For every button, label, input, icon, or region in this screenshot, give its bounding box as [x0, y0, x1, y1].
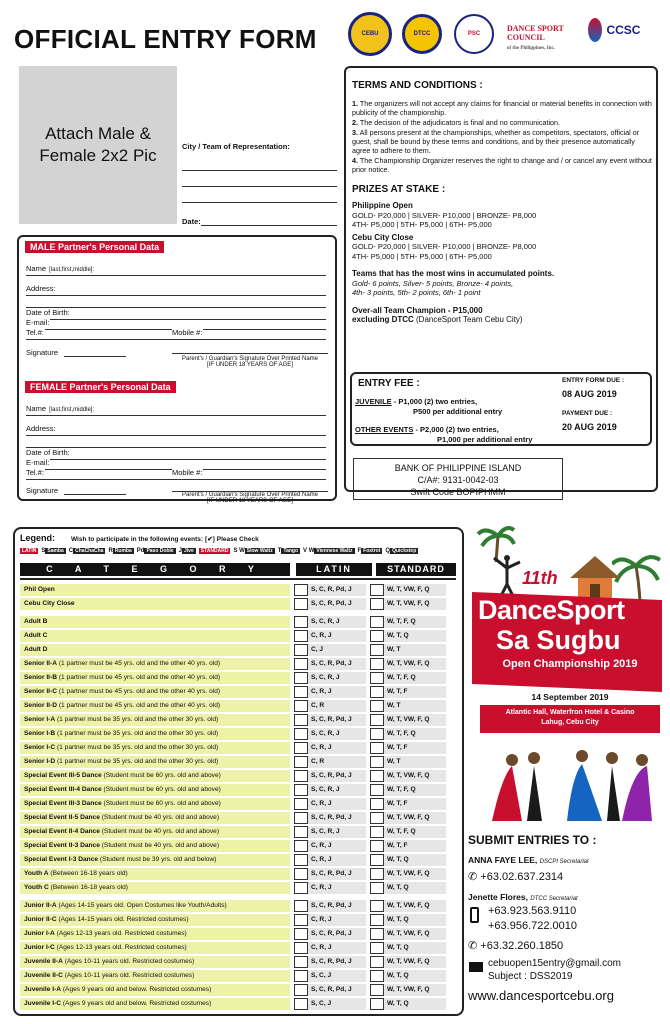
latin-checkbox[interactable] — [294, 798, 308, 810]
latin-dances: S, C, R, J — [308, 784, 366, 796]
legend-item: V W Viennese Waltz — [303, 548, 353, 554]
mobile-icon — [470, 907, 479, 923]
bank-box — [353, 458, 563, 500]
latin-dances: C, R, J — [308, 686, 366, 698]
latin-dances: S, C, J — [308, 970, 366, 982]
latin-dances: C, R, J — [308, 882, 366, 894]
male-tel-label[interactable]: Tel.#: — [26, 328, 44, 337]
standard-dances: W, T, Q — [384, 914, 446, 926]
female-form — [22, 398, 334, 504]
city-team-line-3[interactable] — [182, 187, 337, 203]
payment-due-date: 20 AUG 2019 — [562, 422, 617, 432]
standard-checkbox[interactable] — [370, 742, 384, 754]
standard-dances: W, T, VW, F, Q — [384, 900, 446, 912]
legend-item: Pd Paso Doble — [136, 548, 174, 554]
table-row — [20, 854, 446, 866]
cebu-city-seal-logo: CEBU — [348, 12, 392, 56]
city-team-line-2[interactable] — [182, 171, 337, 187]
dancesport-team-logo: DTCC — [402, 14, 442, 54]
legend-item: J Jive — [178, 548, 194, 554]
female-parent-note: [IF UNDER 18 YEARS OF AGE] — [207, 498, 293, 504]
latin-dances: C, R, J — [308, 854, 366, 866]
header-divider — [20, 578, 456, 580]
standard-checkbox[interactable] — [370, 672, 384, 684]
latin-dances: C, R, J — [308, 942, 366, 954]
standard-dances: W, T, Q — [384, 854, 446, 866]
category-name: Senior II-C (1 partner must be 45 yrs. old and the other 40 yrs. old) — [20, 686, 290, 698]
table-row — [20, 658, 446, 670]
legend-chips — [20, 548, 460, 554]
standard-dances: W, T, VW, F, Q — [384, 714, 446, 726]
city-team-block — [182, 142, 337, 226]
prize-close-title: Cebu City Close — [352, 232, 414, 242]
standard-checkbox[interactable] — [370, 928, 384, 940]
legend-item: R Rumba — [108, 548, 132, 554]
legend-item: STANDARD — [200, 548, 229, 554]
latin-header: LATIN — [296, 563, 372, 576]
champ-line1: Over-all Team Champion - P15,000 — [352, 305, 483, 315]
bank-name: BANK OF PHILIPPINE ISLAND — [394, 463, 522, 473]
fee-other: OTHER EVENTS - P2,000 (2) two entries, P1,000 per additional entry — [355, 425, 533, 444]
latin-checkbox[interactable] — [294, 700, 308, 712]
standard-dances: W, T, VW, F, Q — [384, 770, 446, 782]
latin-dances: S, C, R, Pd, J — [308, 812, 366, 824]
form-due-date: 08 AUG 2019 — [562, 389, 617, 399]
standard-dances: W, T, F — [384, 798, 446, 810]
standard-checkbox[interactable] — [370, 686, 384, 698]
latin-dances: S, C, R, Pd, J — [308, 584, 366, 596]
category-name: Special Event II-5 Dance (Student must be 40 yrs. old and above) — [20, 812, 290, 824]
email-address[interactable]: cebuopen15entry@gmail.com — [488, 958, 622, 969]
latin-checkbox[interactable] — [294, 630, 308, 642]
standard-checkbox[interactable] — [370, 728, 384, 740]
standard-checkbox[interactable] — [370, 970, 384, 982]
terms-item: 3. All persons present at the championships, whether as competitors, spectators, official or guest, shall be bound by these terms and conditions, and by their presence automatically agree to adhere to them. — [352, 128, 640, 155]
form-due-label: ENTRY FORM DUE : — [562, 377, 625, 384]
latin-checkbox[interactable] — [294, 868, 308, 880]
standard-dances: W, T, F — [384, 840, 446, 852]
category-name: Cebu City Close — [20, 598, 290, 610]
category-name: Special Event II-3 Dance (Student must be 40 yrs. old and above) — [20, 840, 290, 852]
hut-icon — [570, 556, 620, 600]
category-name: Junior I-A (Ages 12-13 years old. Restricted costumes) — [20, 928, 290, 940]
latin-checkbox[interactable] — [294, 882, 308, 894]
mobile-2[interactable]: +63.956.722.0010 — [488, 920, 578, 932]
standard-dances: W, T, Q — [384, 942, 446, 954]
event-venue-1: Atlantic Hall, Waterfron Hotel & Casino — [505, 709, 635, 716]
category-name: Special Event III-4 Dance (Student must be 60 yrs. old and above) — [20, 784, 290, 796]
category-name: Juvenile I-A (Ages 9 years old and below. Restricted costumes) — [20, 984, 290, 996]
legend-item: F Foxtrot — [357, 548, 381, 554]
table-row — [20, 584, 446, 596]
table-row — [20, 598, 446, 610]
table-row — [20, 644, 446, 656]
ccsc-logo: CCSC — [588, 18, 660, 48]
legend-item: C ChaChaCha — [68, 548, 104, 554]
category-name: Junior II-A (Ages 14-15 years old. Open Costumes like Youth/Adults) — [20, 900, 290, 912]
latin-dances: S, C, R, Pd, J — [308, 900, 366, 912]
email-icon — [469, 962, 483, 972]
date-label: Date: — [182, 217, 201, 226]
category-name: Special Event III-3 Dance (Student must be 60 yrs. old and above) — [20, 798, 290, 810]
standard-dances: W, T, VW, F, Q — [384, 598, 446, 610]
terms-title: TERMS AND CONDITIONS : — [352, 80, 483, 91]
category-header: C A T E G O R Y — [20, 563, 290, 576]
event-edition: 11th — [522, 568, 558, 588]
standard-checkbox[interactable] — [370, 882, 384, 894]
table-row — [20, 984, 446, 996]
latin-dances: S, C, R, J — [308, 616, 366, 628]
standard-dances: W, T, F, Q — [384, 826, 446, 838]
latin-dances: S, C, R, Pd, J — [308, 868, 366, 880]
male-address-label[interactable]: Address: — [26, 284, 56, 293]
table-row — [20, 812, 446, 824]
female-name-label[interactable]: Name [last,first,middle]: — [26, 404, 95, 413]
latin-checkbox[interactable] — [294, 584, 308, 596]
latin-dances: C, R — [308, 756, 366, 768]
latin-checkbox[interactable] — [294, 998, 308, 1010]
bank-swift: Swift Code BOPIPHMM — [410, 487, 506, 497]
latin-dances: C, R, J — [308, 630, 366, 642]
table-row — [20, 728, 446, 740]
female-dob-label[interactable]: Date of Birth: — [26, 448, 70, 457]
standard-checkbox[interactable] — [370, 770, 384, 782]
table-row — [20, 998, 446, 1010]
submit-title: SUBMIT ENTRIES TO : — [468, 833, 597, 847]
latin-dances: C, R, J — [308, 742, 366, 754]
standard-dances: W, T, F, Q — [384, 672, 446, 684]
latin-checkbox[interactable] — [294, 826, 308, 838]
fee-juvenile: JUVENILE - P1,000 (2) two entries, P500 per additional entry — [355, 397, 503, 416]
dancers-image — [472, 736, 662, 826]
standard-dances: W, T — [384, 756, 446, 768]
table-row — [20, 686, 446, 698]
latin-dances: S, C, R, Pd, J — [308, 658, 366, 670]
fee-title: ENTRY FEE : — [358, 378, 420, 389]
latin-checkbox[interactable] — [294, 770, 308, 782]
standard-checkbox[interactable] — [370, 658, 384, 670]
category-name: Senior I-A (1 partner must be 35 yrs. old and the other 30 yrs. old) — [20, 714, 290, 726]
legend-item: T Tango — [277, 548, 299, 554]
table-row — [20, 840, 446, 852]
latin-checkbox[interactable] — [294, 812, 308, 824]
standard-checkbox[interactable] — [370, 854, 384, 866]
female-section-title: FEMALE Partner's Personal Data — [25, 381, 176, 393]
table-row — [20, 784, 446, 796]
event-title-2: Sa Sugbu — [496, 625, 621, 655]
standard-checkbox[interactable] — [370, 868, 384, 880]
legend-label: Legend: — [20, 533, 55, 543]
dscpi-logo: DANCE SPORT COUNCIL of the Philippines, Inc. — [507, 24, 564, 51]
latin-checkbox[interactable] — [294, 686, 308, 698]
category-name: Junior I-C (Ages 12-13 years old. Restricted costumes) — [20, 942, 290, 954]
table-row — [20, 742, 446, 754]
male-name-label[interactable]: Name [last,first,middle]: — [26, 264, 95, 273]
standard-checkbox[interactable] — [370, 812, 384, 824]
latin-checkbox[interactable] — [294, 784, 308, 796]
prize-open-title: Philippine Open — [352, 201, 413, 210]
male-mobile-label[interactable]: Mobile #: — [172, 328, 203, 337]
latin-checkbox[interactable] — [294, 942, 308, 954]
legend-item: Q Quickstep — [385, 548, 417, 554]
table-row — [20, 770, 446, 782]
table-row — [20, 756, 446, 768]
email-subject: Subject : DSS2019 — [488, 971, 573, 982]
category-name: Junior II-C (Ages 14-15 years old. Restricted costumes) — [20, 914, 290, 926]
latin-dances: S, C, R, Pd, J — [308, 714, 366, 726]
latin-dances: S, C, R, Pd, J — [308, 598, 366, 610]
standard-dances: W, T, Q — [384, 882, 446, 894]
payment-due-label: PAYMENT DUE : — [562, 410, 613, 417]
terms-list — [352, 99, 652, 174]
city-team-label: City / Team of Representation: — [182, 142, 290, 151]
latin-checkbox[interactable] — [294, 956, 308, 968]
phone-icon-2: ✆ — [468, 940, 478, 952]
female-signature-label: Signature — [26, 486, 59, 495]
female-address-label[interactable]: Address: — [26, 424, 56, 433]
table-row — [20, 914, 446, 926]
standard-dances: W, T, F — [384, 742, 446, 754]
table-row — [20, 882, 446, 894]
standard-checkbox[interactable] — [370, 900, 384, 912]
table-row — [20, 942, 446, 954]
latin-checkbox[interactable] — [294, 742, 308, 754]
latin-dances: S, C, R, J — [308, 728, 366, 740]
standard-checkbox[interactable] — [370, 616, 384, 628]
page-title: OFFICIAL ENTRY FORM — [14, 24, 317, 54]
event-venue-box — [480, 705, 660, 733]
teams-line1: Gold- 6 points, Silver- 5 points, Bronze- 4 points, — [352, 278, 514, 288]
phone-row-1[interactable] — [468, 870, 563, 883]
standard-dances: W, T, VW, F, Q — [384, 584, 446, 596]
category-name: Senior I-C (1 partner must be 35 yrs. old and the other 30 yrs. old) — [20, 742, 290, 754]
male-form — [22, 258, 334, 376]
category-name: Phil Open — [20, 584, 290, 596]
latin-checkbox[interactable] — [294, 714, 308, 726]
male-parent-note: [IF UNDER 18 YEARS OF AGE] — [207, 362, 293, 368]
standard-checkbox[interactable] — [370, 840, 384, 852]
standard-dances: W, T, F, Q — [384, 616, 446, 628]
website[interactable]: www.dancesportcebu.org — [468, 988, 614, 1003]
latin-dances: S, C, R, Pd, J — [308, 770, 366, 782]
standard-dances: W, T, VW, F, Q — [384, 956, 446, 968]
standard-dances: W, T — [384, 644, 446, 656]
legend-check: Please Check — [216, 536, 259, 543]
submit-contact-2: Jenette Flores, DTCC Secretariat — [468, 892, 578, 902]
category-name: Senior II-B (1 partner must be 45 yrs. old and the other 40 yrs. old) — [20, 672, 290, 684]
event-title-1: DanceSport — [478, 595, 625, 625]
latin-checkbox[interactable] — [294, 728, 308, 740]
prizes-title: PRIZES AT STAKE : — [352, 184, 446, 195]
legend-item: S W Slow Waltz — [233, 548, 273, 554]
standard-header: STANDARD — [376, 563, 456, 576]
standard-dances: W, T, VW, F, Q — [384, 658, 446, 670]
standard-dances: W, T, Q — [384, 630, 446, 642]
latin-dances: S, C, J — [308, 998, 366, 1010]
category-name: Adult C — [20, 630, 290, 642]
table-row — [20, 826, 446, 838]
table-row — [20, 714, 446, 726]
category-name: Special Event III-5 Dance (Student must be 60 yrs. old and above) — [20, 770, 290, 782]
standard-checkbox[interactable] — [370, 598, 384, 610]
bank-account: C/A#: 9131-0042-03 — [417, 475, 499, 485]
male-section-title: MALE Partner's Personal Data — [25, 241, 164, 253]
phone-2[interactable]: +63.32.260.1850 — [480, 940, 564, 952]
latin-dances: S, C, R, J — [308, 826, 366, 838]
table-row — [20, 900, 446, 912]
latin-dances: C, J — [308, 644, 366, 656]
champ-line2: excluding DTCC — [352, 315, 414, 324]
female-parent-signature-line[interactable] — [172, 482, 328, 492]
category-name: Special Event I-3 Dance (Student must be 39 yrs. old and below) — [20, 854, 290, 866]
male-dob-label[interactable]: Date of Birth: — [26, 308, 70, 317]
female-signature-line[interactable] — [64, 486, 126, 495]
table-row — [20, 798, 446, 810]
latin-checkbox[interactable] — [294, 928, 308, 940]
category-name: Juvenile II-C (Ages 10-11 years old. Restricted costumes) — [20, 970, 290, 982]
female-tel-label[interactable]: Tel.#: — [26, 468, 44, 477]
latin-checkbox[interactable] — [294, 644, 308, 656]
standard-dances: W, T, F, Q — [384, 784, 446, 796]
male-signature-label: Signature — [26, 348, 59, 357]
standard-dances: W, T, VW, F, Q — [384, 812, 446, 824]
event-subtitle: Open Championship 2019 — [502, 658, 638, 670]
latin-dances: S, C, R, J — [308, 672, 366, 684]
category-name: Senior II-D (1 partner must be 45 yrs. old and the other 40 yrs. old) — [20, 700, 290, 712]
category-name: Special Event II-4 Dance (Student must be 40 yrs. old and above) — [20, 826, 290, 838]
standard-dances: W, T, VW, F, Q — [384, 928, 446, 940]
male-email-label[interactable]: E-mail: — [26, 318, 50, 327]
checkmark-icon: [✔] — [205, 536, 215, 543]
category-name: Senior II-A (1 partner must be 45 yrs. old and the other 40 yrs. old) — [20, 658, 290, 670]
latin-dances: S, C, R, Pd, J — [308, 928, 366, 940]
category-name: Senior I-B (1 partner must be 35 yrs. old and the other 30 yrs. old) — [20, 728, 290, 740]
table-row — [20, 868, 446, 880]
psc-logo: PSC — [454, 14, 494, 54]
standard-dances: W, T, Q — [384, 998, 446, 1010]
table-row — [20, 928, 446, 940]
standard-checkbox[interactable] — [370, 984, 384, 996]
female-email-label[interactable]: E-mail: — [26, 458, 50, 467]
standard-checkbox[interactable] — [370, 956, 384, 968]
prize-open-line2: 4TH- P5,000 | 5TH- P5,000 | 6TH- P5,000 — [352, 220, 492, 229]
latin-dances: S, C, R, Pd, J — [308, 984, 366, 996]
standard-dances: W, T, VW, F, Q — [384, 868, 446, 880]
phone-row-2[interactable] — [468, 939, 563, 952]
latin-checkbox[interactable] — [294, 854, 308, 866]
category-name: Senior I-D (1 partner must be 35 yrs. old and the other 30 yrs. old) — [20, 756, 290, 768]
category-name: Youth C (Between 16-18 years old) — [20, 882, 290, 894]
phone-1[interactable]: +63.02.637.2314 — [480, 871, 564, 883]
standard-dances: W, T — [384, 700, 446, 712]
standard-checkbox[interactable] — [370, 714, 384, 726]
standard-checkbox[interactable] — [370, 998, 384, 1010]
latin-checkbox[interactable] — [294, 914, 308, 926]
latin-checkbox[interactable] — [294, 598, 308, 610]
prize-close-line1: GOLD- P20,000 | SILVER- P10,000 | BRONZE- P8,000 — [352, 242, 537, 251]
latin-checkbox[interactable] — [294, 970, 308, 982]
prize-open-line1: GOLD- P20,000 | SILVER- P10,000 | BRONZE- P8,000 — [352, 210, 537, 220]
latin-checkbox[interactable] — [294, 984, 308, 996]
phone-icon: ✆ — [468, 871, 478, 883]
male-signature-line[interactable] — [64, 348, 126, 357]
standard-checkbox[interactable] — [370, 644, 384, 656]
teams-line2: 4th- 3 points, 5th- 2 points, 6th- 1 point — [352, 288, 481, 297]
standard-checkbox[interactable] — [370, 700, 384, 712]
legend-item: LATIN — [22, 548, 37, 554]
standard-dances: W, T, VW, F, Q — [384, 984, 446, 996]
latin-dances: C, R, J — [308, 798, 366, 810]
mobile-1[interactable]: +63.923.563.9110 — [488, 905, 577, 917]
standard-dances: W, T, Q — [384, 970, 446, 982]
latin-checkbox[interactable] — [294, 840, 308, 852]
standard-dances: W, T, F, Q — [384, 728, 446, 740]
female-parent-sig-label: Parent's / Guardian's Signature Over Printed Name — [181, 492, 319, 498]
table-row — [20, 700, 446, 712]
table-row — [20, 956, 446, 968]
latin-dances: C, R, J — [308, 914, 366, 926]
latin-checkbox[interactable] — [294, 616, 308, 628]
terms-item: 1. The organizers will not accept any claims for financial or material benefits in connection with publicity of the championship. — [352, 99, 652, 117]
latin-dances: C, R, J — [308, 840, 366, 852]
standard-checkbox[interactable] — [370, 826, 384, 838]
legend-wish: Wish to participate in the following events: — [70, 536, 204, 543]
category-name: Adult B — [20, 616, 290, 628]
latin-dances: C, R — [308, 700, 366, 712]
latin-checkbox[interactable] — [294, 658, 308, 670]
standard-checkbox[interactable] — [370, 584, 384, 596]
table-row — [20, 672, 446, 684]
standard-checkbox[interactable] — [370, 942, 384, 954]
standard-checkbox[interactable] — [370, 784, 384, 796]
prize-close-line2: 4TH- P5,000 | 5TH- P5,000 | 6TH- P5,000 — [352, 251, 492, 261]
terms-section — [352, 80, 652, 325]
category-name: Juvenile I-C (Ages 9 years old and below. Restricted costumes) — [20, 998, 290, 1010]
table-row — [20, 630, 446, 642]
legend-item: S Samba — [41, 548, 64, 554]
terms-item: 4. The Championship Organizer reserves the right to change and / or cancel any event without prior notice. — [352, 156, 652, 174]
teams-title: Teams that has the most wins in accumulated points. — [352, 269, 555, 278]
female-mobile-label[interactable]: Mobile #: — [172, 468, 203, 477]
event-venue-2: Lahug, Cebu City — [541, 719, 599, 726]
male-parent-signature-line[interactable] — [172, 344, 328, 354]
category-name: Youth A (Between 16-18 years old) — [20, 868, 290, 880]
legend-row — [20, 533, 460, 543]
category-name: Adult D — [20, 644, 290, 656]
standard-checkbox[interactable] — [370, 914, 384, 926]
event-date: 14 September 2019 — [531, 692, 609, 702]
latin-checkbox[interactable] — [294, 900, 308, 912]
date-line[interactable] — [201, 217, 337, 226]
table-row — [20, 970, 446, 982]
submit-contact-1: ANNA FAYE LEE, DSCPI Secretariat — [468, 855, 589, 865]
standard-checkbox[interactable] — [370, 630, 384, 642]
terms-item: 2. The decision of the adjudicators is final and no communication. — [352, 118, 561, 127]
standard-checkbox[interactable] — [370, 798, 384, 810]
photo-placeholder: Attach Male & Female 2x2 Pic — [19, 66, 177, 224]
latin-checkbox[interactable] — [294, 756, 308, 768]
latin-checkbox[interactable] — [294, 672, 308, 684]
table-row — [20, 616, 446, 628]
champ-line3: (DanceSport Team Cebu City) — [416, 315, 523, 324]
city-team-line-1[interactable] — [182, 155, 337, 171]
latin-dances: S, C, R, Pd, J — [308, 956, 366, 968]
standard-dances: W, T, F — [384, 686, 446, 698]
category-name: Juvenile II-A (Ages 10-11 years old. Restricted costumes) — [20, 956, 290, 968]
standard-checkbox[interactable] — [370, 756, 384, 768]
male-parent-sig-label: Parent's / Guardian's Signature Over Printed Name — [181, 356, 319, 362]
